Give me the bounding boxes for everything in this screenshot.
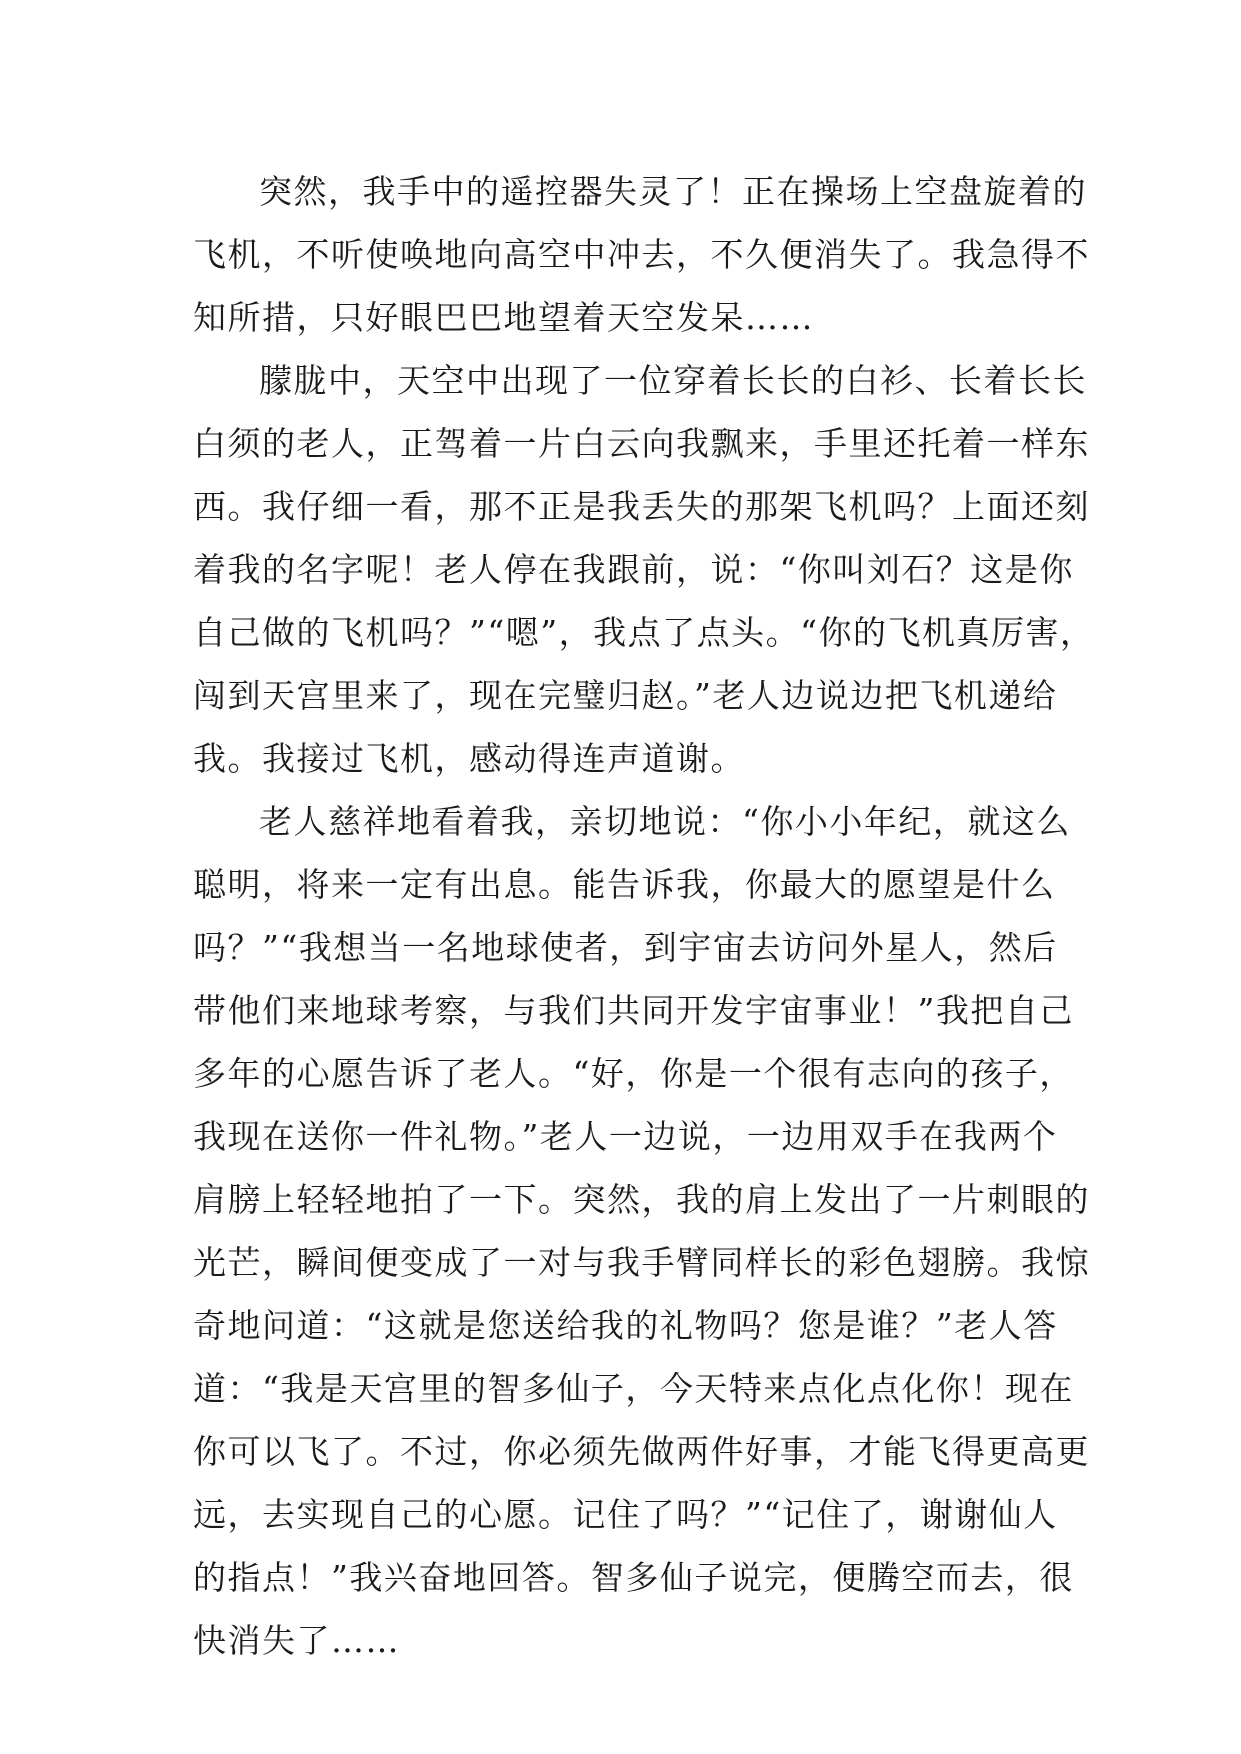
- text-line: 远，去实现自己的心愿。记住了吗？”“记住了，谢谢仙人: [193, 1495, 1058, 1534]
- text-line: 老人慈祥地看着我，亲切地说：“你小小年纪，就这么: [259, 802, 1071, 841]
- text-line: 多年的心愿告诉了老人。“好，你是一个很有志向的孩子，: [193, 1054, 1074, 1093]
- text-line: 白须的老人，正驾着一片白云向我飘来，手里还托着一样东: [193, 424, 1090, 463]
- text-line: 突然，我手中的遥控器失灵了！正在操场上空盘旋着的: [259, 172, 1087, 211]
- text-line: 快消失了……: [193, 1621, 400, 1660]
- text-line: 你可以飞了。不过，你必须先做两件好事，才能飞得更高更: [193, 1432, 1090, 1471]
- text-line: 光芒，瞬间便变成了一对与我手臂同样长的彩色翅膀。我惊: [193, 1243, 1090, 1282]
- text-line: 我。我接过飞机，感动得连声道谢。: [193, 739, 745, 778]
- paragraph-2: [193, 349, 1095, 790]
- text-line: 带他们来地球考察，与我们共同开发宇宙事业！”我把自己: [193, 991, 1074, 1030]
- text-line: 自己做的飞机吗？”“嗯”，我点了点头。“你的飞机真厉害，: [193, 613, 1095, 652]
- text-line: 的指点！”我兴奋地回答。智多仙子说完，便腾空而去，很: [193, 1558, 1074, 1597]
- text-line: 肩膀上轻轻地拍了一下。突然，我的肩上发出了一片刺眼的: [193, 1180, 1090, 1219]
- text-line: 朦胧中，天空中出现了一位穿着长长的白衫、长着长长: [259, 361, 1087, 400]
- paragraph-1: [193, 160, 1090, 349]
- story-text: [193, 160, 1095, 1672]
- text-line: 道：“我是天宫里的智多仙子，今天特来点化点化你！现在: [193, 1369, 1074, 1408]
- text-line: 我现在送你一件礼物。”老人一边说，一边用双手在我两个: [193, 1117, 1058, 1156]
- text-line: 闯到天宫里来了，现在完璧归赵。”老人边说边把飞机递给: [193, 676, 1058, 715]
- paragraph-3: [193, 790, 1090, 1672]
- text-line: 飞机，不听使唤地向高空中冲去，不久便消失了。我急得不: [193, 235, 1090, 274]
- text-line: 知所措，只好眼巴巴地望着天空发呆……: [193, 298, 814, 337]
- text-line: 聪明，将来一定有出息。能告诉我，你最大的愿望是什么: [193, 865, 1056, 904]
- text-line: 西。我仔细一看，那不正是我丢失的那架飞机吗？上面还刻: [193, 487, 1090, 526]
- text-line: 吗？”“我想当一名地球使者，到宇宙去访问外星人，然后: [193, 928, 1058, 967]
- text-line: 着我的名字呢！老人停在我跟前，说：“你叫刘石？这是你: [193, 550, 1074, 589]
- text-line: 奇地问道：“这就是您送给我的礼物吗？您是谁？”老人答: [193, 1306, 1058, 1345]
